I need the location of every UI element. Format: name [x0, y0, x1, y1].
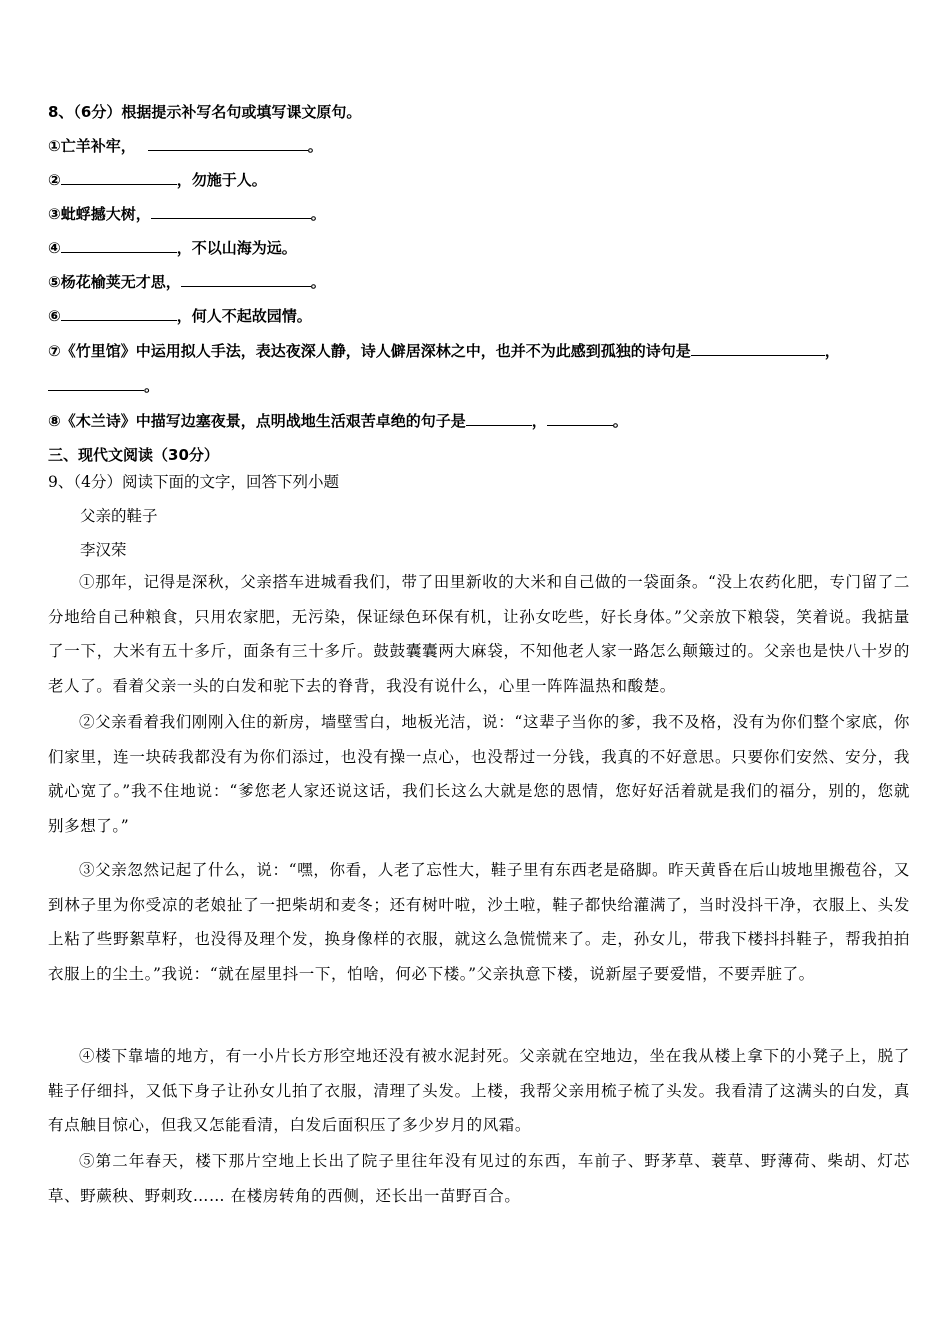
q8-header: 8、（6分）根据提示补写名句或填写课文原句。	[48, 103, 362, 121]
article-paragraph-2: ②父亲看着我们刚刚入住的新房，墙壁雪白，地板光洁，说：“这辈子当你的爹，我不及格，没有为你们整个家底，你们家里，连一块砖我都没有为你们添过，也没有操一点心，也没帮过一分钱，我真的不好意思。只要你们安然、安分，我就心宽了。”我不住地说：“爹您老人家还说这话，我们长这么大就是您的恩情，您好好活着就是我们的福分，别的，您就别多想了。”	[48, 713, 910, 835]
answer-blank-4[interactable]	[61, 238, 177, 253]
article-paragraph-5: ⑤第二年春天，楼下那片空地上长出了院子里往年没有见过的东西，车前子、野茅草、蓑草、野薄荷、柴胡、灯芯草、野蕨秧、野刺玫…… 在楼房转角的西侧，还长出一苗野百合。	[48, 1152, 910, 1205]
answer-blank-6[interactable]	[61, 306, 177, 321]
article-author: 李汉荣	[80, 541, 127, 559]
answer-blank-5[interactable]	[181, 272, 311, 287]
q8-item-7-cont: 。	[48, 376, 159, 396]
answer-blank-3[interactable]	[151, 204, 311, 219]
article-paragraph-1: ①那年，记得是深秋，父亲搭车进城看我们，带了田里新收的大米和自己做的一袋面条。“没上农药化肥，专门留了二分地给自己种粮食，只用农家肥，无污染，保证绿色环保有机，让孙女吃些，好长身体。”父亲放下粮袋，笑着说。我掂量了一下，大米有五十多斤，面条有三十多斤。鼓鼓囊囊两大麻袋，不知他老人家一路怎么颠簸过的。父亲也是快八十岁的老人了。看着父亲一头的白发和驼下去的脊背，我没有说什么，心里一阵阵温热和酸楚。	[48, 573, 910, 695]
answer-blank-2[interactable]	[61, 170, 177, 185]
section-3-title: 三、现代文阅读（30分）	[48, 446, 219, 464]
article-paragraph-4: ④楼下靠墙的地方，有一小片长方形空地还没有被水泥封死。父亲就在空地边，坐在我从楼上拿下的小凳子上，脱了鞋子仔细抖，又低下身子让孙女儿拍了衣服，清理了头发。上楼，我帮父亲用梳子梳了头发。我看清了这满头的白发，真有点触目惊心，但我又怎能看清，白发后面积压了多少岁月的风霜。	[48, 1047, 910, 1135]
q8-item-3: ③蚍蜉撼大树， 。	[48, 205, 326, 223]
answer-blank-8a[interactable]	[466, 411, 532, 426]
q8-item-2: ② ，勿施于人。	[48, 171, 267, 189]
q9-header: 9、（4分）阅读下面的文字，回答下列小题	[48, 473, 339, 491]
q8-item-5: ⑤杨花榆荚无才思， 。	[48, 273, 326, 291]
answer-blank-1[interactable]	[148, 136, 308, 151]
q8-item-6: ⑥ ，何人不起故园情。	[48, 307, 312, 325]
answer-blank-7a[interactable]	[691, 341, 825, 356]
article-paragraph-3: ③父亲忽然记起了什么，说：“嘿，你看，人老了忘性大，鞋子里有东西老是硌脚。昨天黄昏在后山坡地里搬苞谷，又到林子里为你受凉的老娘扯了一把柴胡和麦冬；还有树叶啦，沙土啦，鞋子都快给灌满了，当时没抖干净，衣服上、头发上粘了些野絮草籽，也没得及理个发，换身像样的衣服，就这么急慌慌来了。走，孙女儿，带我下楼抖抖鞋子，帮我拍拍衣服上的尘土。”我说：“就在屋里抖一下，怕啥，何必下楼。”父亲执意下楼，说新屋子要爱惜，不要弄脏了。	[48, 861, 910, 983]
answer-blank-7b[interactable]	[48, 376, 144, 391]
q8-item-1-prompt: ①亡羊补牢，	[48, 137, 136, 155]
answer-blank-8b[interactable]	[547, 411, 613, 426]
article-title: 父亲的鞋子	[80, 507, 158, 525]
q8-item-4: ④ ，不以山海为远。	[48, 239, 297, 257]
q8-item-1: ①亡羊补牢， 。	[48, 137, 323, 155]
q8-item-7: ⑦《竹里馆》中运用拟人手法，表达夜深人静，诗人僻居深林之中，也并不为此感到孤独的诗句是 ，	[48, 342, 840, 360]
q8-item-8: ⑧《木兰诗》中描写边塞夜景，点明战地生活艰苦卓绝的句子是 ， 。	[48, 412, 628, 430]
